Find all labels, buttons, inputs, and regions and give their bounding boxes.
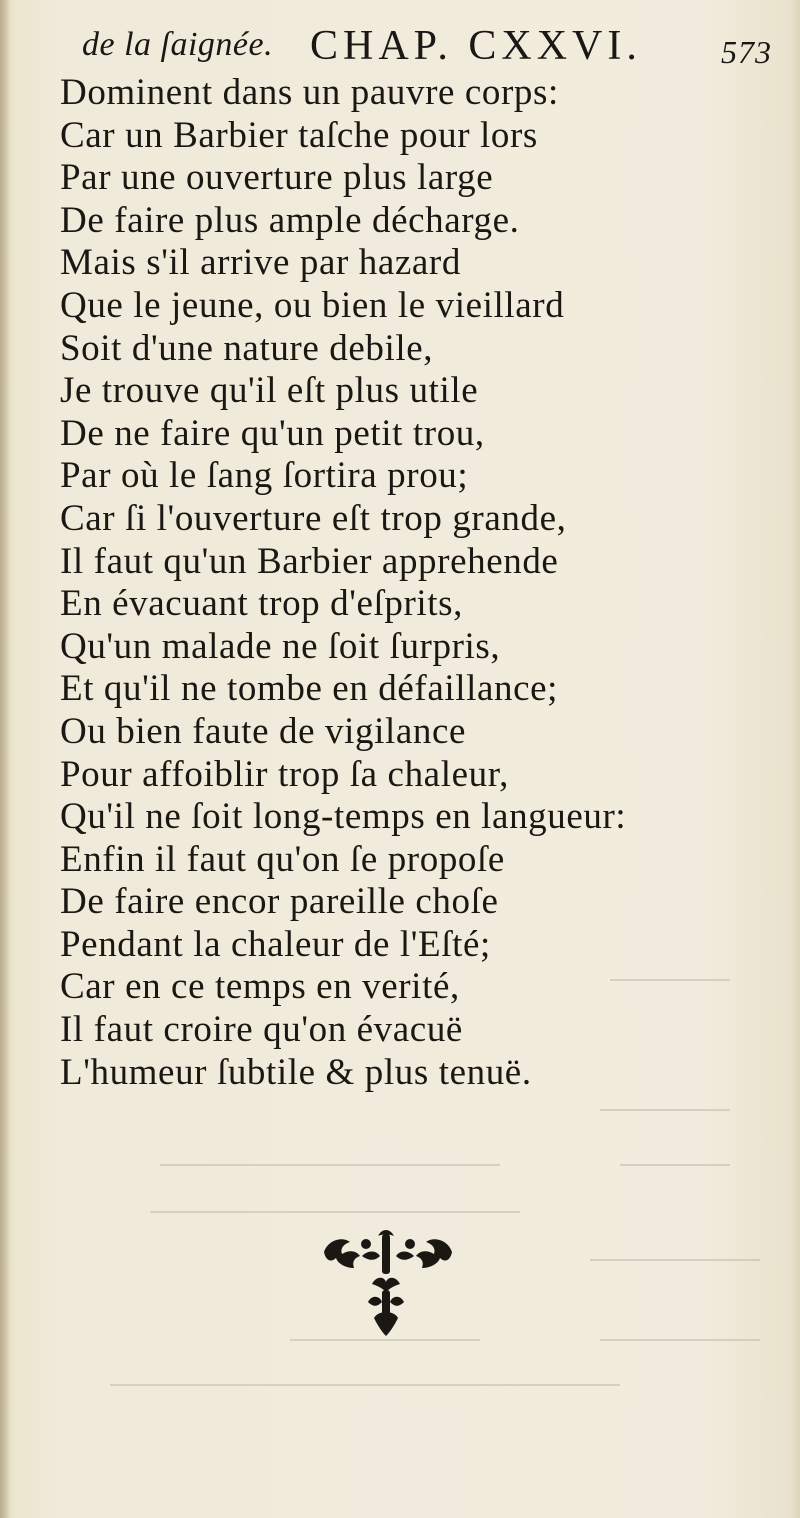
verse-line: Dominent dans un pauvre corps: xyxy=(60,72,559,113)
verse-line: Car en ce temps en verité, xyxy=(60,966,460,1008)
verse-line: Car un Barbier taſche pour lors xyxy=(60,114,538,156)
verse-line: De ne faire qu'un petit trou, xyxy=(60,412,485,454)
verse-line: Pendant la chaleur de l'Eſté; xyxy=(60,923,491,965)
verse-text xyxy=(60,72,780,1094)
verse-line: Et qu'il ne tombe en défaillance; xyxy=(60,668,559,710)
verse-line: En évacuant trop d'eſprits, xyxy=(60,583,464,625)
verse-line: L'humeur ſubtile & plus tenuë. xyxy=(60,1051,532,1093)
verse-line: Soit d'une nature debile, xyxy=(60,327,434,369)
fleuron-ornament-icon xyxy=(318,1222,458,1342)
verse-line: Qu'un malade ne ſoit ſurpris, xyxy=(60,625,501,667)
page-header xyxy=(82,14,772,74)
verse-line: Pour affoiblir trop ſa chaleur, xyxy=(60,753,509,795)
verse-line: De faire encor pareille choſe xyxy=(60,881,499,923)
running-title: de la ſaignée. xyxy=(82,26,274,63)
page-gutter-shadow xyxy=(0,0,10,1518)
verse-line: Ou bien faute de vigilance xyxy=(60,710,466,752)
page-number: 573 xyxy=(721,34,772,70)
verse-line: Il faut croire qu'on évacuë xyxy=(60,1009,463,1051)
verse-line: Par où le ſang ſortira prou; xyxy=(60,455,469,497)
verse-line: Par une ouverture plus large xyxy=(60,157,494,199)
chapter-heading: CHAP. CXXVI. xyxy=(310,23,642,69)
verse-line: Que le jeune, ou bien le vieillard xyxy=(60,284,565,326)
verse-line: Il faut qu'un Barbier apprehende xyxy=(60,540,559,582)
verse-line: Enfin il faut qu'on ſe propoſe xyxy=(60,838,505,880)
verse-line: De faire plus ample décharge. xyxy=(60,199,520,241)
verse-line: Qu'il ne ſoit long-temps en langueur: xyxy=(60,796,627,838)
verse-line: Car ſi l'ouverture eſt trop grande, xyxy=(60,497,567,539)
verse-line: Je trouve qu'il eſt plus utile xyxy=(60,370,479,412)
verse-line: Mais s'il arrive par hazard xyxy=(60,242,461,284)
